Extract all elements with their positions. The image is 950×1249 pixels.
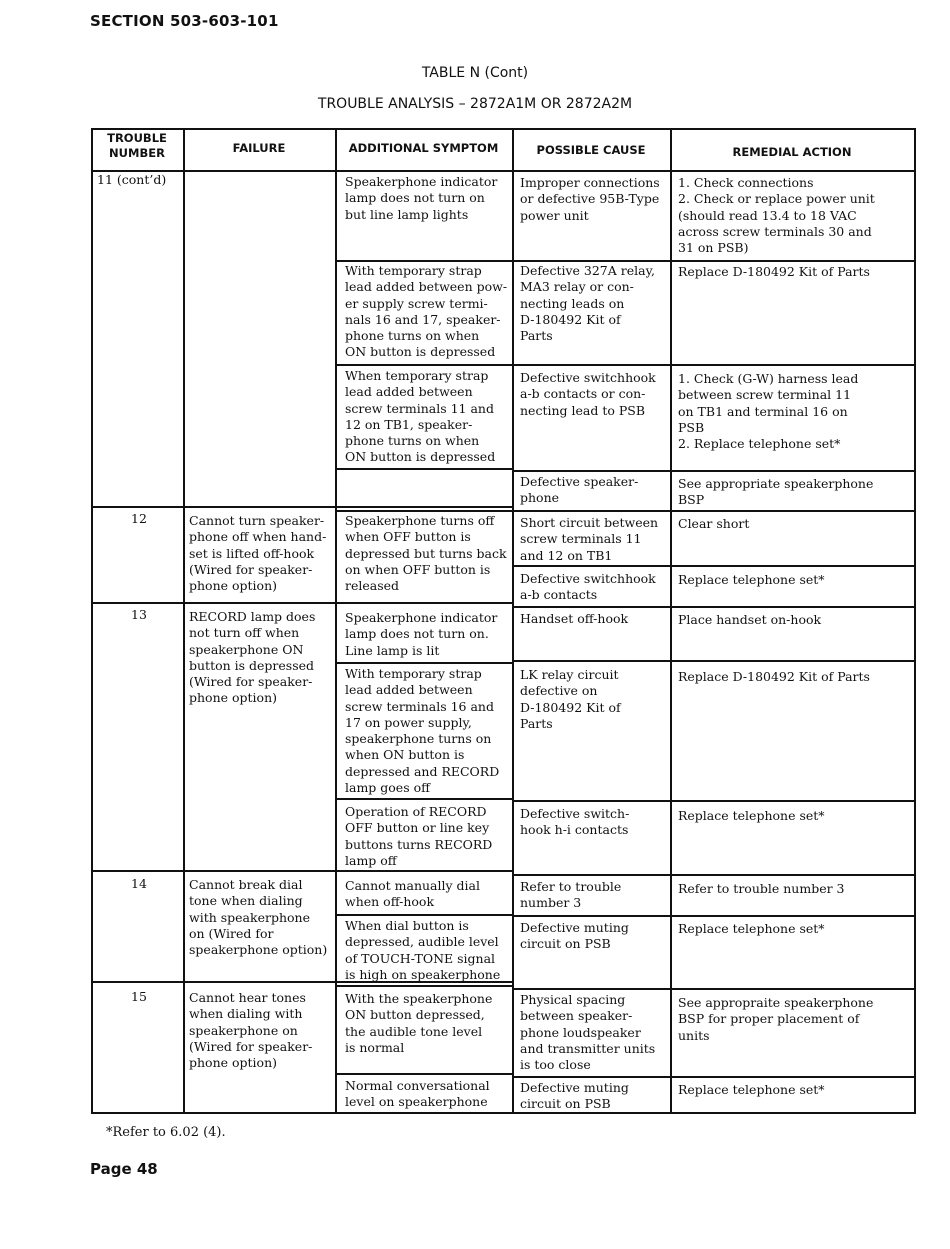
column-line-5 — [914, 128, 916, 1114]
cause-divider-0 — [512, 260, 916, 262]
remedy-text: Refer to trouble number 3 — [678, 881, 845, 896]
symptom-divider-4 — [335, 602, 512, 604]
symptom-divider-2 — [335, 468, 512, 470]
remedy-text: Clear short — [678, 516, 750, 531]
cause-text: LK relay circuit defective on D-180492 Kit of Parts — [520, 667, 621, 731]
remedy-text: Place handset on-hook — [678, 612, 822, 627]
failure-text: RECORD lamp does not turn off when speakerphone ON button is depressed (Wired for speaker- phone option) — [189, 609, 316, 706]
symptom-divider-8 — [335, 914, 512, 916]
section-header: SECTION 503-603-101 — [90, 12, 279, 30]
page-number: Page 48 — [90, 1160, 158, 1178]
table-header-divider — [91, 170, 916, 172]
cause-divider-6 — [512, 660, 916, 662]
cause-divider-11 — [512, 1076, 916, 1078]
cause-text: Defective switchhook a-b contacts or con- necting lead to PSB — [520, 370, 656, 418]
remedy-text: Replace telephone set* — [678, 808, 825, 823]
symptom-text: Cannot manually dial when off-hook — [345, 878, 480, 910]
symptom-divider-10 — [335, 1073, 512, 1075]
cause-text: Defective speaker- phone — [520, 474, 639, 506]
trouble-number: 13 — [131, 607, 147, 622]
remedy-text: See appropraite speakerphone BSP for proper placement of units — [678, 995, 874, 1043]
trouble-number: 15 — [131, 989, 147, 1004]
cause-divider-5 — [512, 606, 916, 608]
column-line-3 — [512, 128, 514, 1114]
column-header: REMEDIAL ACTION — [732, 145, 852, 159]
footnote: *Refer to 6.02 (4). — [106, 1125, 226, 1140]
symptom-divider-1 — [335, 364, 512, 366]
remedy-text: Replace telephone set* — [678, 1082, 825, 1097]
symptom-divider-3 — [335, 510, 512, 512]
cause-text: Defective switch- hook h-i contacts — [520, 806, 630, 838]
cause-divider-7 — [512, 800, 916, 802]
remedy-text: Replace D-180492 Kit of Parts — [678, 669, 870, 684]
cause-divider-3 — [512, 510, 916, 512]
symptom-text: When temporary strap lead added between screw terminals 11 and 12 on TB1, speaker- phone turns on when ON button is depressed — [345, 368, 496, 465]
column-line-4 — [670, 128, 672, 1114]
symptom-divider-6 — [335, 798, 512, 800]
cause-text: Defective 327A relay, MA3 relay or con- necting leads on D-180492 Kit of Parts — [520, 263, 655, 344]
column-line-2 — [335, 128, 337, 1114]
remedy-text: Replace telephone set* — [678, 921, 825, 936]
column-header: POSSIBLE CAUSE — [536, 143, 646, 157]
cause-text: Defective switchhook a-b contacts — [520, 571, 656, 603]
cause-text: Physical spacing between speaker- phone loudspeaker and transmitter units is too close — [520, 992, 656, 1073]
failure-text: Cannot turn speaker- phone off when hand- set is lifted off-hook (Wired for speaker- phone option) — [189, 513, 327, 594]
cause-divider-2 — [512, 470, 916, 472]
column-header: ADDITIONAL SYMPTOM — [348, 141, 499, 155]
symptom-text: When dial button is depressed, audible level of TOUCH-TONE signal is high on speakerphone — [345, 918, 501, 982]
cause-text: Short circuit between screw terminals 11 and 12 on TB1 — [520, 515, 659, 563]
symptom-divider-5 — [335, 662, 512, 664]
remedy-text: Replace D-180492 Kit of Parts — [678, 264, 870, 279]
group-divider-0 — [91, 506, 512, 508]
cause-text: Improper connections or defective 95B-Type power unit — [520, 175, 660, 223]
cause-divider-9 — [512, 915, 916, 917]
column-header: FAILURE — [232, 141, 286, 155]
remedy-text: Replace telephone set* — [678, 572, 825, 587]
cause-text: Defective muting circuit on PSB — [520, 920, 629, 952]
cause-text: Defective muting circuit on PSB — [520, 1080, 629, 1112]
remedy-text: See appropriate speakerphone BSP — [678, 476, 874, 508]
symptom-text: Operation of RECORD OFF button or line key buttons turns RECORD lamp off — [345, 804, 493, 868]
cause-divider-4 — [512, 565, 916, 567]
remedy-text: 1. Check connections 2. Check or replace power unit (should read 13.4 to 18 VAC across screw terminals 30 and 31 on PSB) — [678, 175, 875, 256]
failure-text: Cannot break dial tone when dialing with speakerphone on (Wired for speakerphone option) — [189, 877, 328, 958]
symptom-text: With temporary strap lead added between screw terminals 16 and 17 on power supply, speakerphone turns on when ON button is depressed and RECORD lamp goes off — [345, 666, 500, 796]
symptom-text: Normal conversational level on speakerphone — [345, 1078, 490, 1110]
table-title: TABLE N (Cont) — [421, 65, 529, 81]
symptom-text: With the speakerphone ON button depressed, the audible tone level is normal — [345, 991, 493, 1055]
cause-text: Handset off-hook — [520, 611, 629, 626]
symptom-text: Speakerphone indicator lamp does not turn on but line lamp lights — [345, 174, 498, 222]
symptom-divider-7 — [335, 870, 512, 872]
symptom-text: With temporary strap lead added between pow- er supply screw termi- nals 16 and 17, speaker- phone turns on when ON button is depressed — [345, 263, 508, 360]
trouble-number: 12 — [131, 511, 147, 526]
table-border-bottom — [91, 1112, 916, 1114]
symptom-divider-0 — [335, 260, 512, 262]
remedy-text: 1. Check (G-W) harness lead between screw terminal 11 on TB1 and terminal 16 on PSB 2. Replace telephone set* — [678, 371, 859, 452]
symptom-divider-9 — [335, 985, 512, 987]
table-subtitle: TROUBLE ANALYSIS – 2872A1M OR 2872A2M — [317, 96, 633, 112]
cause-divider-10 — [512, 988, 916, 990]
trouble-number: 14 — [131, 876, 147, 891]
symptom-text: Speakerphone turns off when OFF button is depressed but turns back on when OFF button is released — [345, 513, 507, 594]
table-border-top — [91, 128, 916, 130]
failure-text: Cannot hear tones when dialing with speakerphone on (Wired for speaker- phone option) — [189, 990, 313, 1071]
column-header: TROUBLE NUMBER — [107, 131, 167, 160]
trouble-number: 11 (cont’d) — [97, 172, 167, 187]
cause-divider-1 — [512, 364, 916, 366]
symptom-text: Speakerphone indicator lamp does not turn on. Line lamp is lit — [345, 610, 498, 658]
cause-divider-8 — [512, 874, 916, 876]
column-line-0 — [91, 128, 93, 1114]
cause-text: Refer to trouble number 3 — [520, 879, 622, 911]
